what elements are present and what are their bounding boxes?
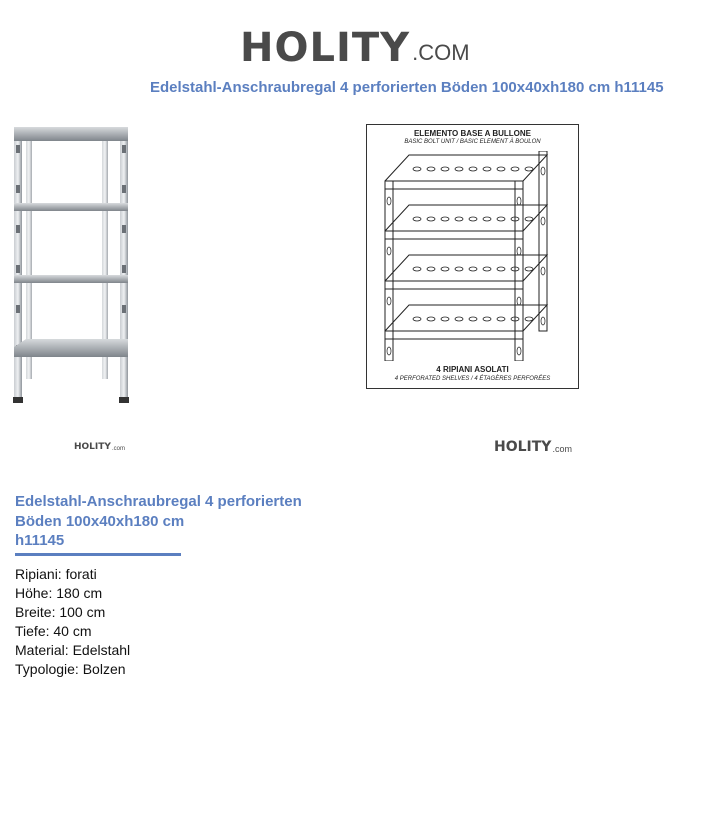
thumb-logo-right-suffix: .com (552, 444, 572, 454)
drawing-title: ELEMENTO BASE A BULLONE (413, 129, 532, 138)
thumb-logo-right (494, 440, 572, 454)
attribute-material: Material: Edelstahl (15, 642, 131, 658)
page-title: Edelstahl-Anschraubregal 4 perforierten Böden 100x40xh180 cm h11145 (150, 79, 664, 96)
product-code: h11145 (15, 532, 65, 549)
thumb-logo-left-suffix: .com (111, 446, 125, 452)
thumb-logo-left-text: HOLITY (74, 442, 111, 452)
drawing-footer-sub: 4 PERFORATED SHELVES / 4 ÉTAGÈRES PERFORÉES (394, 376, 551, 382)
product-photo[interactable] (10, 125, 132, 410)
attribute-type: Typologie: Bolzen (15, 661, 126, 677)
product-attributes (15, 565, 130, 679)
logo-wordmark (240, 25, 411, 71)
attribute-width: Breite: 100 cm (15, 604, 106, 620)
title-divider (15, 553, 181, 556)
logo-text: HOLITY (240, 25, 411, 71)
site-logo[interactable] (240, 16, 480, 71)
drawing-footer: 4 RIPIANI ASOLATI (436, 365, 509, 374)
shelf-photo-illustration (10, 125, 132, 410)
drawing-subtitle: BASIC BOLT UNIT / BASIC ELEMENT À BOULON (404, 139, 541, 145)
logo-suffix: .COM (412, 40, 470, 65)
technical-drawing[interactable] (366, 124, 579, 389)
thumb-logo-left (74, 443, 125, 452)
product-name (15, 492, 345, 551)
shelf-line-drawing (367, 151, 578, 361)
product-name-line-2: Böden 100x40xh180 cm (15, 512, 185, 530)
attribute-shelves: Ripiani: forati (15, 566, 97, 582)
product-name-line-1: Edelstahl-Anschraubregal 4 perforierten (15, 493, 302, 510)
attribute-depth: Tiefe: 40 cm (15, 623, 92, 639)
thumb-logo-right-text: HOLITY (494, 439, 552, 455)
attribute-height: Höhe: 180 cm (15, 585, 103, 601)
